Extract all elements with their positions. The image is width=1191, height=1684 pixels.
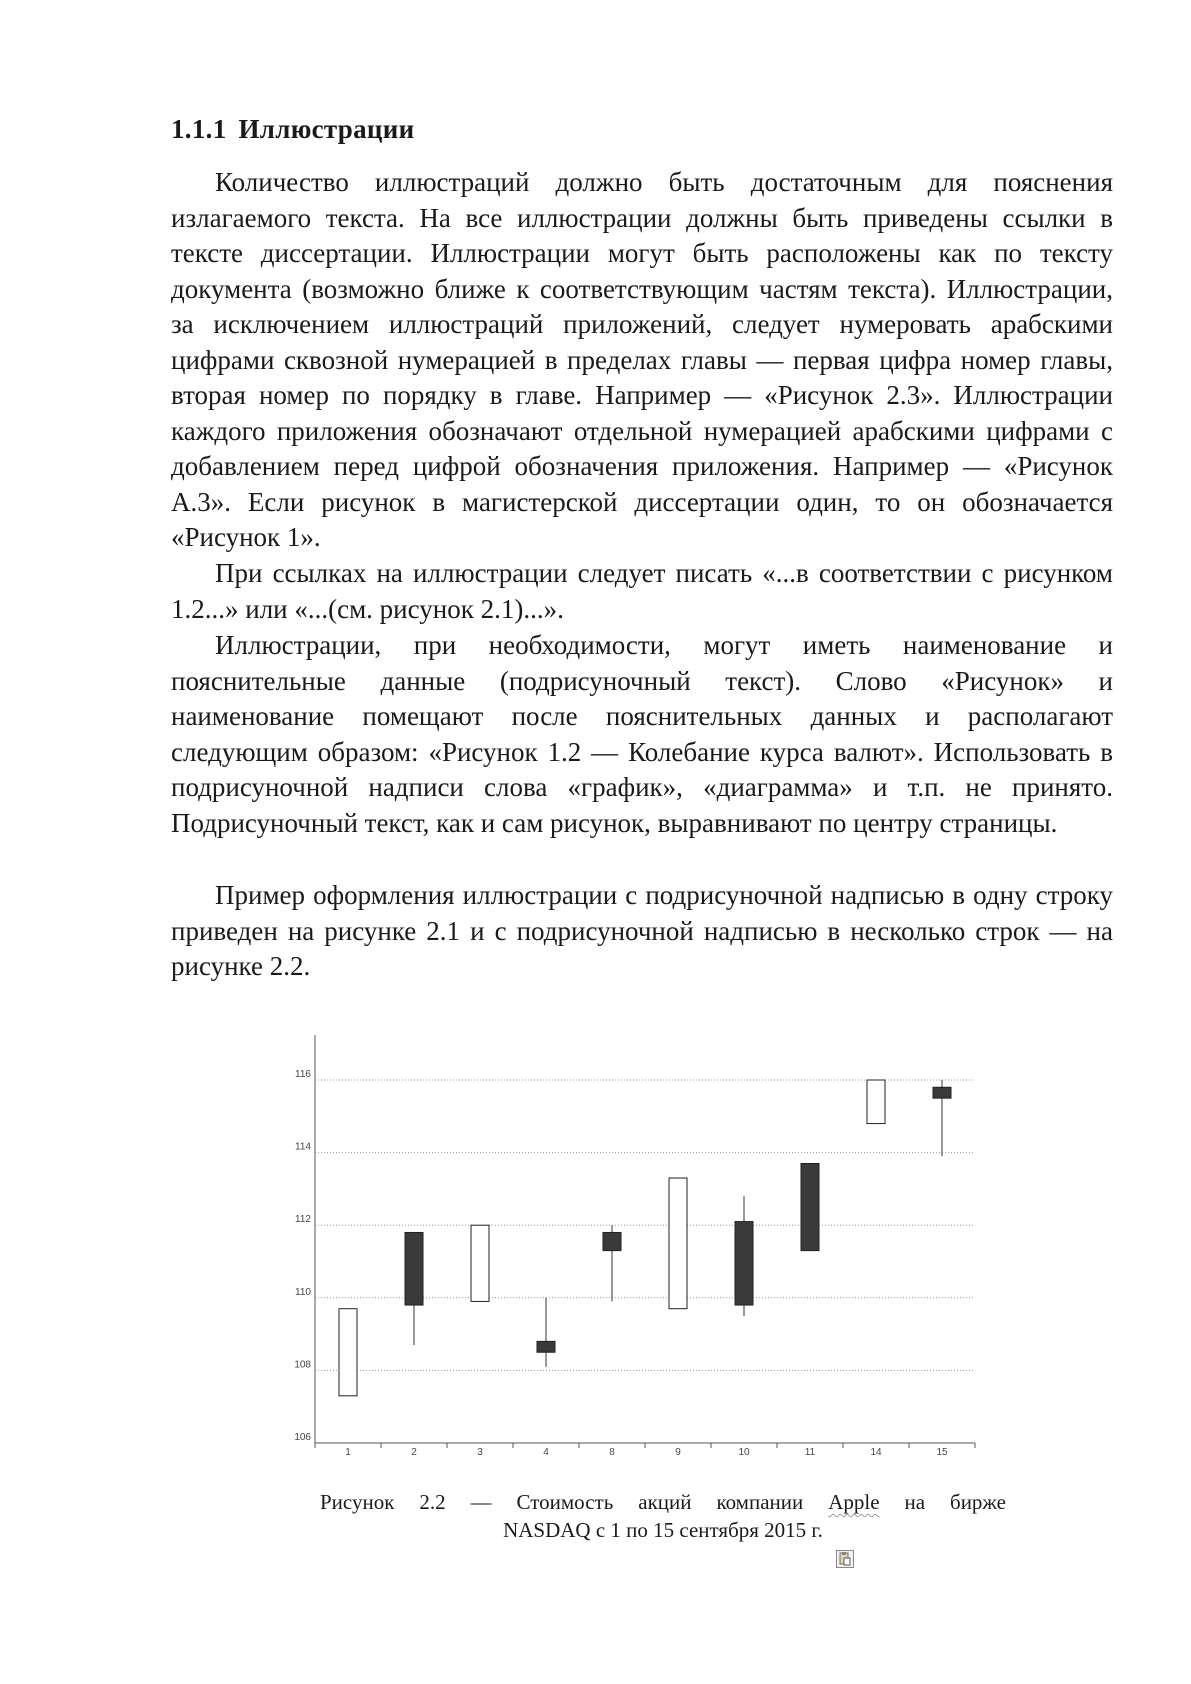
- paragraph-caption-rules: Иллюстрации, при необходимости, могут иметь наименование и пояснительные данные (подрисуночный текст). Слово «Рисунок» и наименование помещают после пояснительных данных и располагают следующим образом: «Рисунок 1.2 — Колебание курса валют». Использовать в подрисуночной надписи слова «график», «диаграмма» и т.п. не принято. Подрисуночный текст, как и сам рисунок, выравнивают по центру страницы.: [171, 630, 1113, 838]
- section-number: 1.1.1: [171, 114, 227, 144]
- y-tick-label: 116: [295, 1069, 311, 1080]
- x-tick-label: 4: [543, 1447, 549, 1458]
- candle-body-up: [669, 1178, 687, 1309]
- candlestick-chart: [285, 1035, 1005, 1465]
- x-tick-label: 9: [675, 1447, 681, 1458]
- y-tick-label: 112: [295, 1214, 311, 1226]
- candle-body-up: [867, 1080, 885, 1124]
- paste-options-icon[interactable]: [836, 1550, 854, 1568]
- figure-caption: [320, 1488, 1006, 1544]
- candle-body-down: [603, 1232, 621, 1250]
- y-tick-label: 108: [294, 1359, 311, 1371]
- candle-body-down: [537, 1341, 555, 1352]
- candle-body-down: [801, 1163, 819, 1250]
- caption-line-1: Рисунок 2.2 — Стоимость акций компании Apple на бирже: [320, 1490, 1006, 1514]
- paragraph-example: Пример оформления иллюстрации с подрисуночной надписью в одну строку приведен на рисунке 2.1 и с подрисуночной надписью в несколько строк — на рисунке 2.2.: [171, 880, 1113, 981]
- x-tick-label: 15: [936, 1447, 948, 1458]
- section-heading: [171, 114, 415, 145]
- chart-svg: [285, 1035, 1005, 1465]
- x-tick-label: 2: [411, 1447, 417, 1458]
- candle-body-up: [471, 1225, 489, 1301]
- y-tick-label: 110: [295, 1286, 311, 1298]
- paragraph-illustrations-count: Количество иллюстраций должно быть достаточным для пояснения излагаемого текста. На все иллюстрации должны быть приведены ссылки в тексте диссертации. Иллюстрации могут быть расположены как по тексту документа (возможно ближе к соответствующим частям текста). Иллюстрации, за исключением иллюстраций приложений, следует нумеровать арабскими цифрами сквозной нумерацией в пределах главы — первая цифра номер главы, вторая номер по порядку в главе. Например — «Рисунок 2.3». Иллюстрации каждого приложения обозначают отдельной нумерацией арабскими цифрами с добавлением перед цифрой обозначения приложения. Например — «Рисунок А.3». Если рисунок в магистерской диссертации один, то он обозначается «Рисунок 1».: [171, 167, 1113, 552]
- candle-body-up: [339, 1309, 357, 1396]
- y-tick-label: 114: [295, 1141, 311, 1153]
- candle-body-down: [735, 1222, 753, 1305]
- candle-body-down: [933, 1087, 951, 1098]
- x-tick-label: 11: [804, 1447, 816, 1458]
- x-tick-label: 1: [345, 1447, 351, 1458]
- x-tick-label: 8: [609, 1447, 615, 1458]
- x-tick-label: 14: [870, 1447, 882, 1458]
- y-tick-label: 106: [294, 1432, 311, 1443]
- section-title: Иллюстрации: [238, 114, 415, 144]
- candle-body-down: [405, 1232, 423, 1305]
- spellcheck-word: Apple: [828, 1490, 880, 1514]
- x-tick-label: 10: [738, 1447, 750, 1458]
- paragraph-references: При ссылках на иллюстрации следует писать «...в соответствии с рисунком 1.2...» или «...(см. рисунок 2.1)...».: [171, 558, 1113, 624]
- caption-line-2: NASDAQ с 1 по 15 сентября 2015 г.: [503, 1518, 823, 1542]
- x-tick-label: 3: [477, 1447, 483, 1458]
